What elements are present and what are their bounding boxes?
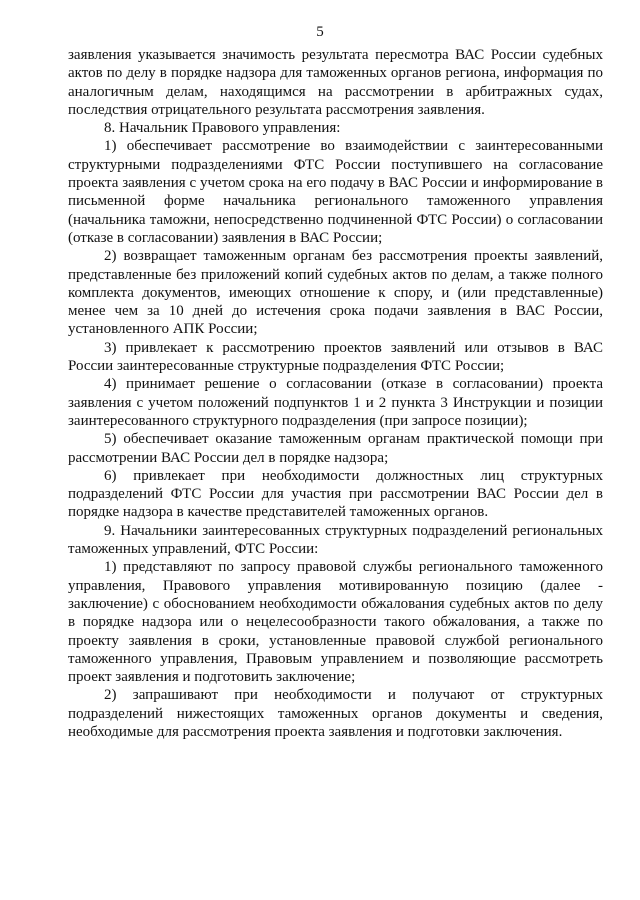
paragraph-section-8-heading: 8. Начальник Правового управления: bbox=[104, 120, 341, 137]
paragraph-8-item-6: 6) привлекает при необходимости должностных лиц структурных подразделений ФТС России для участия при рассмотрении ВАС России дел в порядке надзора в качестве представителей таможенных органов. bbox=[68, 467, 603, 521]
paragraph-8-item-5: 5) обеспечивает оказание таможенным органам практической помощи при рассмотрении ВАС России дел в порядке надзора; bbox=[68, 431, 603, 466]
paragraph-continuation: заявления указывается значимость результата пересмотра ВАС России судебных актов по делу в порядке надзора для таможенных органов региона, информация по аналогичным делам, находящимся на рассмотрении в арбитражных судах, последствия отрицательного результата рассмотрения заявления. bbox=[68, 47, 603, 118]
paragraph-9-item-2: 2) запрашивают при необходимости и получают от структурных подразделений нижестоящих таможенных органов документы и сведения, необходимые для рассмотрения проекта заявления и подготовки заключения. bbox=[68, 687, 603, 740]
paragraph-8-item-2: 2) возвращает таможенным органам без рассмотрения проекты заявлений, представленные без приложений копий судебных актов по делам, а также полного комплекта документов, имеющих отношение к спору, и (или представленные) менее чем за 10 дней до истечения срока подачи заявления в ВАС России, установленного АПК России; bbox=[68, 248, 603, 338]
paragraph-section-9-heading: 9. Начальники заинтересованных структурных подразделений региональных таможенных управлений, ФТС России: bbox=[68, 522, 603, 558]
paragraph-8-item-4: 4) принимает решение о согласовании (отказе в согласовании) проекта заявления с учетом положений подпунктов 1 и 2 пункта 3 Инструкции и позиции заинтересованного структурного подразделения (при запросе позиции); bbox=[68, 376, 603, 429]
paragraph-8-item-1: 1) обеспечивает рассмотрение во взаимодействии с заинтересованными структурными подразделениями ФТС России поступившего на согласование проекта заявления с учетом срока на его подачу в ВАС России и информирование в письменной форме начальника регионального таможенного управления (начальника таможни, непосредственно подчиненной ФТС России) о согласовании (отказе в согласовании) заявления в ВАС России; bbox=[68, 138, 603, 246]
page-number: 5 bbox=[316, 24, 324, 40]
paragraph-9-item-1: 1) представляют по запросу правовой службы регионального таможенного управления, Правового управления мотивированную позицию (далее - заключение) с обоснованием необходимости обжалования судебных актов по делу в порядке надзора или о нецелесообразности такого обжалования, а также по проекту заявления в сроки, установленные правовой службой регионального таможенного управления, Правовым управлением и позволяющие рассмотреть проект заявления и подготовить заключение; bbox=[68, 559, 603, 686]
document-body bbox=[68, 46, 603, 741]
paragraph-8-item-3: 3) привлекает к рассмотрению проектов заявлений или отзывов в ВАС России заинтересованные структурные подразделения ФТС России; bbox=[68, 339, 603, 375]
